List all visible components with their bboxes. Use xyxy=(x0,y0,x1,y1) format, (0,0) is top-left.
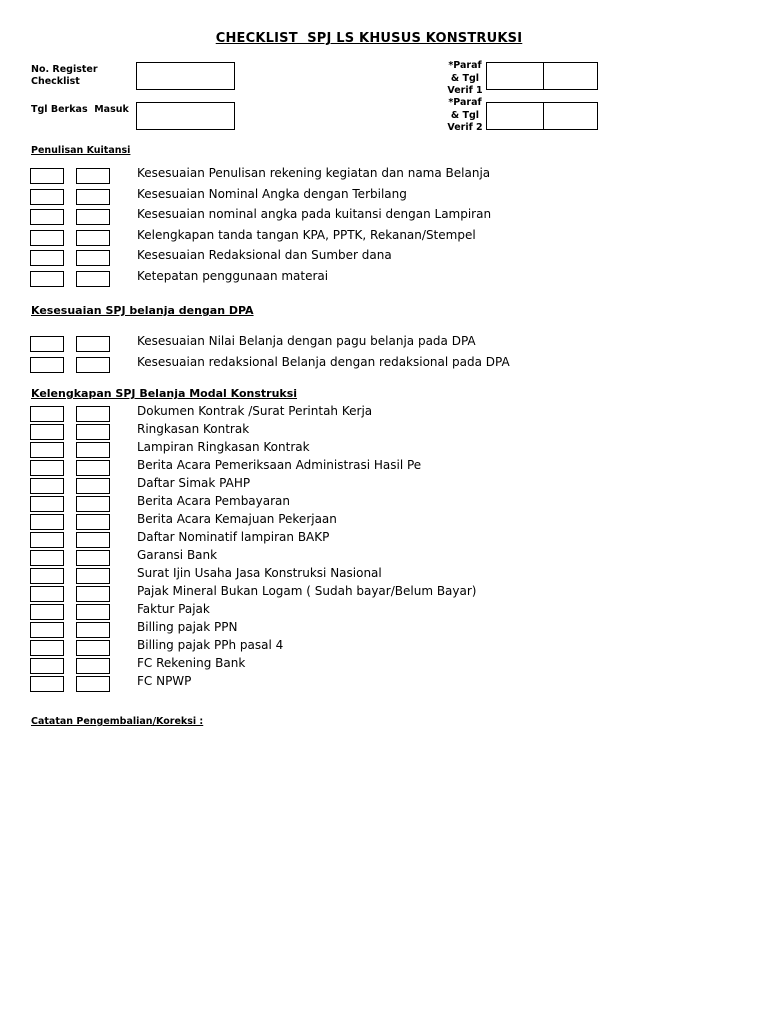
checkbox-verif-2[interactable] xyxy=(76,189,110,205)
checklist-row xyxy=(30,271,730,288)
checklist-row xyxy=(30,676,730,693)
checkbox-verif-1[interactable] xyxy=(30,622,64,638)
checkbox-verif-1[interactable] xyxy=(30,514,64,530)
checklist-row xyxy=(30,568,730,585)
checklist-row xyxy=(30,357,730,374)
checklist-item-label: Kesesuaian Nilai Belanja dengan pagu belanja pada DPA xyxy=(137,334,476,348)
checkbox-verif-1[interactable] xyxy=(30,640,64,656)
checkbox-verif-1[interactable] xyxy=(30,189,64,205)
checklist-row xyxy=(30,230,730,247)
checkbox-verif-1[interactable] xyxy=(30,442,64,458)
checklist-item-label: Kesesuaian nominal angka pada kuitansi dengan Lampiran xyxy=(137,207,492,221)
checklist-row xyxy=(30,189,730,206)
checkbox-verif-2[interactable] xyxy=(76,496,110,512)
checkbox-verif-2[interactable] xyxy=(76,586,110,602)
checkbox-verif-2[interactable] xyxy=(76,442,110,458)
section-penulisan-kuitansi-title: Penulisan Kuitansi xyxy=(31,145,131,156)
tgl-verif-1-field[interactable] xyxy=(543,62,598,90)
checkbox-verif-2[interactable] xyxy=(76,209,110,225)
checklist-item-label: Berita Acara Pembayaran xyxy=(137,494,291,508)
checkbox-verif-1[interactable] xyxy=(30,532,64,548)
checkbox-verif-1[interactable] xyxy=(30,496,64,512)
checkbox-verif-2[interactable] xyxy=(76,514,110,530)
checklist-item-label: Berita Acara Kemajuan Pekerjaan xyxy=(137,512,337,526)
checkbox-verif-1[interactable] xyxy=(30,209,64,225)
checklist-item-label: Billing pajak PPh pasal 4 xyxy=(137,638,284,652)
checklist-row xyxy=(30,424,730,441)
register-label: No. Register Checklist xyxy=(31,64,98,87)
paraf-verif-1-label: *Paraf & Tgl Verif 1 xyxy=(447,60,483,96)
checkbox-verif-2[interactable] xyxy=(76,676,110,692)
checklist-item-label: Kesesuaian Nominal Angka dengan Terbilang xyxy=(137,187,407,201)
checkbox-verif-1[interactable] xyxy=(30,604,64,620)
checklist-item-label: Ringkasan Kontrak xyxy=(137,422,250,436)
checklist-row xyxy=(30,406,730,423)
checkbox-verif-2[interactable] xyxy=(76,550,110,566)
checkbox-verif-2[interactable] xyxy=(76,604,110,620)
checkbox-verif-1[interactable] xyxy=(30,586,64,602)
checklist-row xyxy=(30,168,730,185)
checklist-item-label: Faktur Pajak xyxy=(137,602,210,616)
checkbox-verif-1[interactable] xyxy=(30,478,64,494)
checkbox-verif-1[interactable] xyxy=(30,568,64,584)
checkbox-verif-2[interactable] xyxy=(76,622,110,638)
checklist-row xyxy=(30,604,730,621)
checklist-row xyxy=(30,550,730,567)
checklist-row xyxy=(30,622,730,639)
register-field[interactable] xyxy=(136,62,235,90)
checkbox-verif-1[interactable] xyxy=(30,460,64,476)
checklist-row xyxy=(30,532,730,549)
checklist-row xyxy=(30,496,730,513)
checklist-row xyxy=(30,460,730,477)
checkbox-verif-1[interactable] xyxy=(30,336,64,352)
checklist-item-label: FC Rekening Bank xyxy=(137,656,246,670)
checklist-item-label: Pajak Mineral Bukan Logam ( Sudah bayar/Belum Bayar) xyxy=(137,584,477,598)
checklist-row xyxy=(30,658,730,675)
paraf-verif-2-label: *Paraf & Tgl Verif 2 xyxy=(447,97,483,133)
paraf-verif-2-field[interactable] xyxy=(486,102,544,130)
checkbox-verif-2[interactable] xyxy=(76,532,110,548)
checklist-item-label: Ketepatan penggunaan materai xyxy=(137,269,329,283)
checklist-item-label: Dokumen Kontrak /Surat Perintah Kerja xyxy=(137,404,373,418)
tgl-berkas-field[interactable] xyxy=(136,102,235,130)
checkbox-verif-1[interactable] xyxy=(30,406,64,422)
checkbox-verif-2[interactable] xyxy=(76,640,110,656)
checkbox-verif-1[interactable] xyxy=(30,658,64,674)
page-title: CHECKLIST SPJ LS KHUSUS KONSTRUKSI xyxy=(215,31,523,46)
checklist-row xyxy=(30,640,730,657)
checkbox-verif-2[interactable] xyxy=(76,658,110,674)
checklist-row xyxy=(30,478,730,495)
checkbox-verif-1[interactable] xyxy=(30,357,64,373)
checklist-item-label: Daftar Nominatif lampiran BAKP xyxy=(137,530,330,544)
checkbox-verif-2[interactable] xyxy=(76,424,110,440)
checklist-row xyxy=(30,442,730,459)
section-modal-konstruksi-title: Kelengkapan SPJ Belanja Modal Konstruksi xyxy=(31,387,298,400)
checklist-row xyxy=(30,586,730,603)
checkbox-verif-2[interactable] xyxy=(76,460,110,476)
checkbox-verif-1[interactable] xyxy=(30,271,64,287)
checkbox-verif-1[interactable] xyxy=(30,676,64,692)
checkbox-verif-2[interactable] xyxy=(76,250,110,266)
checkbox-verif-2[interactable] xyxy=(76,336,110,352)
tgl-verif-2-field[interactable] xyxy=(543,102,598,130)
section-dpa-title: Kesesuaian SPJ belanja dengan DPA xyxy=(31,304,254,317)
checklist-row xyxy=(30,336,730,353)
checklist-item-label: Garansi Bank xyxy=(137,548,218,562)
checklist-item-label: Kesesuaian Penulisan rekening kegiatan dan nama Belanja xyxy=(137,166,491,180)
checklist-row xyxy=(30,209,730,226)
checkbox-verif-1[interactable] xyxy=(30,168,64,184)
checkbox-verif-2[interactable] xyxy=(76,357,110,373)
checkbox-verif-2[interactable] xyxy=(76,406,110,422)
checkbox-verif-1[interactable] xyxy=(30,550,64,566)
catatan-label: Catatan Pengembalian/Koreksi : xyxy=(31,716,204,727)
checkbox-verif-2[interactable] xyxy=(76,271,110,287)
checklist-item-label: Billing pajak PPN xyxy=(137,620,238,634)
checklist-item-label: Berita Acara Pemeriksaan Administrasi Hasil Pe xyxy=(137,458,422,472)
checklist-row xyxy=(30,514,730,531)
checkbox-verif-1[interactable] xyxy=(30,230,64,246)
checkbox-verif-1[interactable] xyxy=(30,424,64,440)
checklist-item-label: Surat Ijin Usaha Jasa Konstruksi Nasional xyxy=(137,566,382,580)
checkbox-verif-2[interactable] xyxy=(76,478,110,494)
checklist-item-label: FC NPWP xyxy=(137,674,192,688)
tgl-berkas-label: Tgl Berkas Masuk xyxy=(31,104,129,115)
checklist-item-label: Kesesuaian redaksional Belanja dengan redaksional pada DPA xyxy=(137,355,510,369)
checkbox-verif-1[interactable] xyxy=(30,250,64,266)
checkbox-verif-2[interactable] xyxy=(76,230,110,246)
checklist-item-label: Daftar Simak PAHP xyxy=(137,476,251,490)
checkbox-verif-2[interactable] xyxy=(76,568,110,584)
checklist-item-label: Kelengkapan tanda tangan KPA, PPTK, Rekanan/Stempel xyxy=(137,228,476,242)
checklist-item-label: Lampiran Ringkasan Kontrak xyxy=(137,440,310,454)
paraf-verif-1-field[interactable] xyxy=(486,62,544,90)
checklist-row xyxy=(30,250,730,267)
checklist-item-label: Kesesuaian Redaksional dan Sumber dana xyxy=(137,248,392,262)
checkbox-verif-2[interactable] xyxy=(76,168,110,184)
